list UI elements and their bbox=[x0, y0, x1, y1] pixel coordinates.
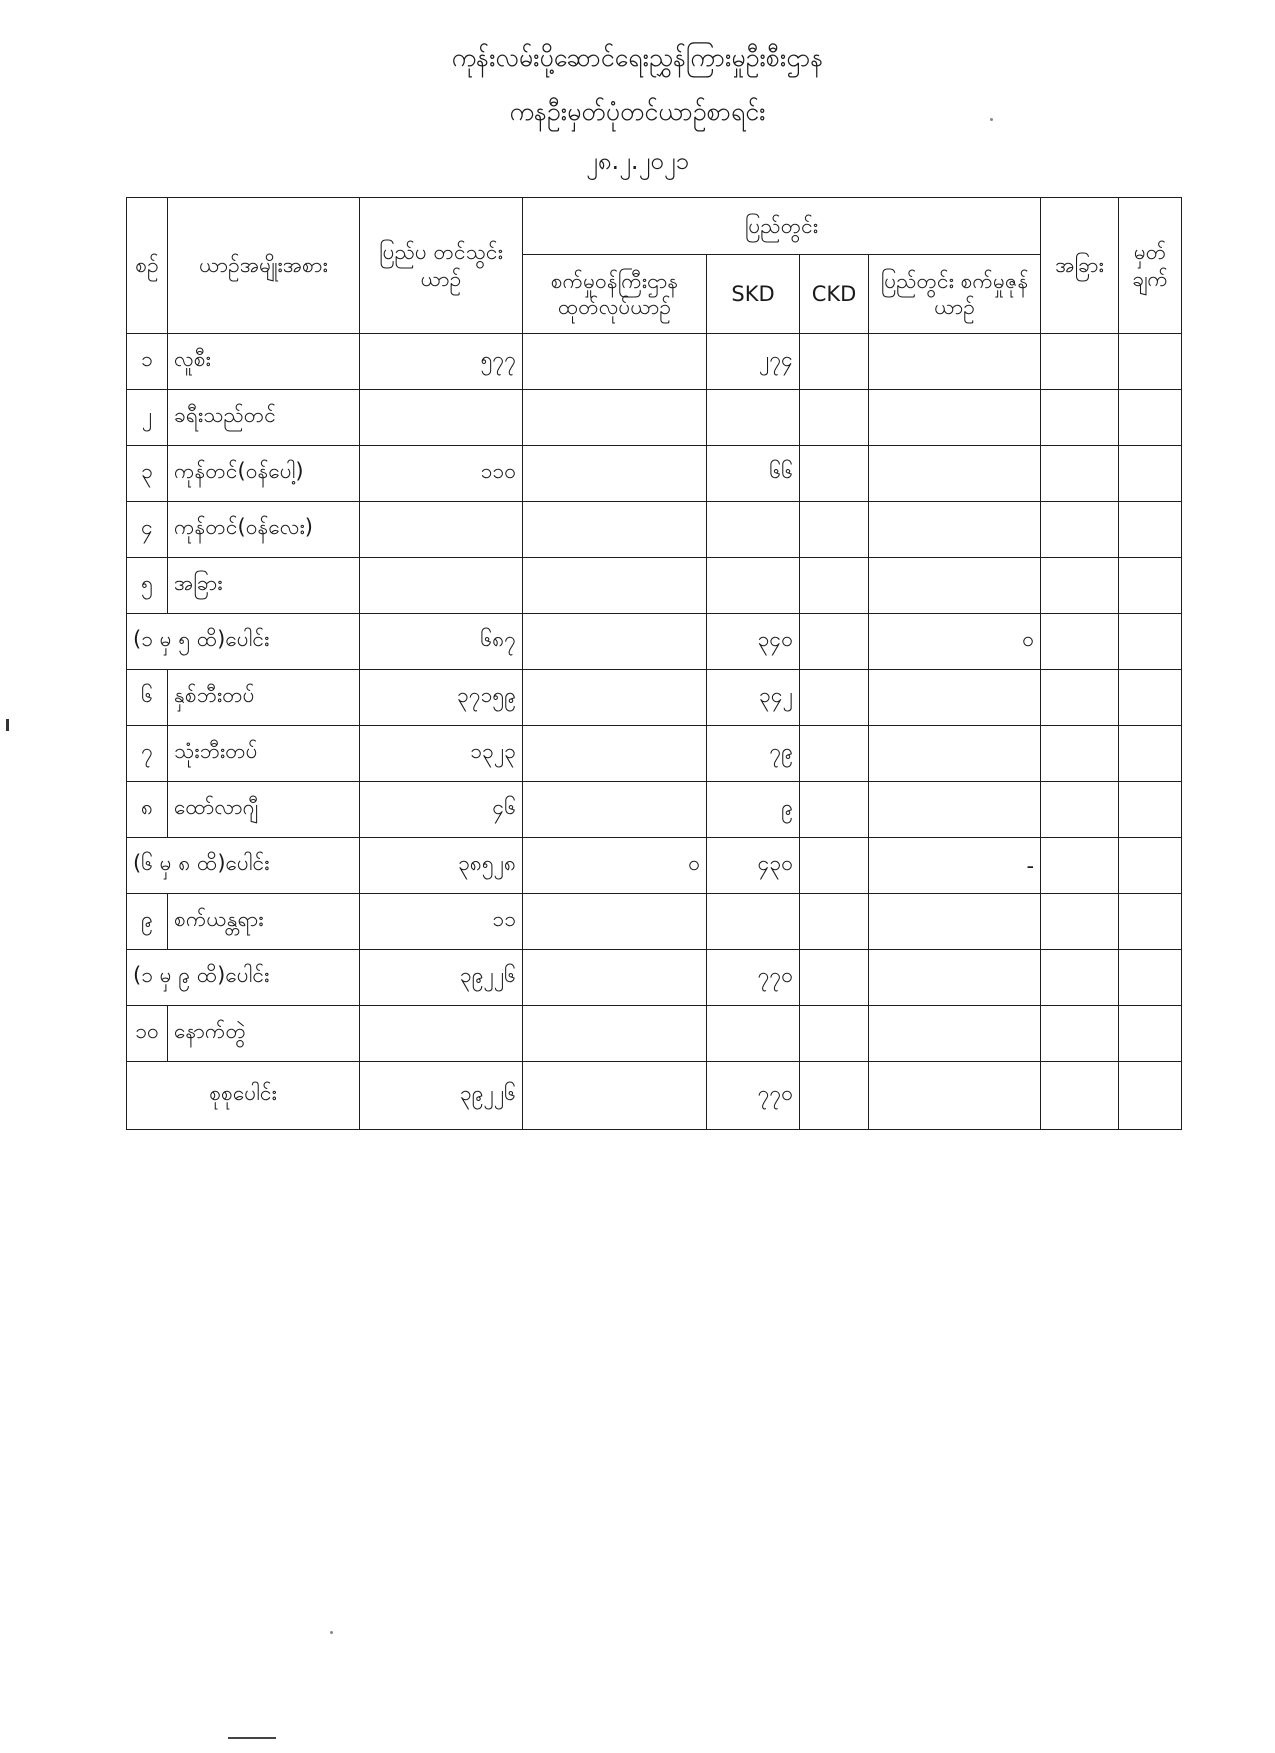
scan-speck bbox=[330, 1631, 333, 1634]
total-imported-cell: ၃၉၂၂၆ bbox=[360, 1062, 523, 1130]
skd-cell bbox=[707, 1006, 800, 1062]
industry-ministry-cell bbox=[523, 670, 707, 726]
ministry-department-title: ကုန်းလမ်းပို့ဆောင်ရေးညွှန်ကြားမှုဦးစီးဌာန bbox=[451, 43, 824, 72]
serial-number-cell: ၆ bbox=[127, 670, 168, 726]
imported-cell bbox=[360, 1006, 523, 1062]
imported-cell: ၆၈၇ bbox=[360, 614, 523, 670]
skd-cell bbox=[707, 558, 800, 614]
table-row bbox=[127, 502, 1182, 558]
header-skd: SKD bbox=[707, 255, 800, 334]
remarks-cell bbox=[1119, 950, 1182, 1006]
total-ckd-cell bbox=[800, 1062, 869, 1130]
imported-cell bbox=[360, 390, 523, 446]
table-row bbox=[127, 670, 1182, 726]
local-factory-cell bbox=[869, 782, 1041, 838]
table-row bbox=[127, 390, 1182, 446]
industry-ministry-cell bbox=[523, 726, 707, 782]
serial-number-cell: ၈ bbox=[127, 782, 168, 838]
ckd-cell bbox=[800, 670, 869, 726]
vehicle-type-cell: ကုန်တင်(ဝန်လေး) bbox=[168, 502, 360, 558]
ckd-cell bbox=[800, 1006, 869, 1062]
other-cell bbox=[1041, 558, 1119, 614]
header-local-factory: ပြည်တွင်း စက်မှုဇုန်ယာဉ် bbox=[869, 255, 1041, 334]
table-body bbox=[127, 334, 1182, 1130]
header-ckd: CKD bbox=[800, 255, 869, 334]
skd-cell: ၉ bbox=[707, 782, 800, 838]
table-row bbox=[127, 726, 1182, 782]
total-label: စုစုပေါင်း bbox=[127, 1062, 360, 1130]
ckd-cell bbox=[800, 502, 869, 558]
total-industry-ministry-cell bbox=[523, 1062, 707, 1130]
vehicle-type-cell: နှစ်ဘီးတပ် bbox=[168, 670, 360, 726]
skd-cell: ၇၉ bbox=[707, 726, 800, 782]
industry-ministry-cell bbox=[523, 502, 707, 558]
ckd-cell bbox=[800, 782, 869, 838]
other-cell bbox=[1041, 1006, 1119, 1062]
local-factory-cell bbox=[869, 334, 1041, 390]
ckd-cell bbox=[800, 558, 869, 614]
other-cell bbox=[1041, 502, 1119, 558]
skd-cell: ၇၇၀ bbox=[707, 950, 800, 1006]
local-factory-cell bbox=[869, 950, 1041, 1006]
remarks-cell bbox=[1119, 670, 1182, 726]
industry-ministry-cell: ၀ bbox=[523, 838, 707, 894]
scan-speck bbox=[990, 118, 993, 121]
remarks-cell bbox=[1119, 446, 1182, 502]
table-row bbox=[127, 838, 1182, 894]
remarks-cell bbox=[1119, 894, 1182, 950]
local-factory-cell bbox=[869, 390, 1041, 446]
other-cell bbox=[1041, 894, 1119, 950]
other-cell bbox=[1041, 838, 1119, 894]
header-serial-number: စဉ် bbox=[127, 198, 168, 334]
serial-number-cell: ၇ bbox=[127, 726, 168, 782]
skd-cell bbox=[707, 390, 800, 446]
table-row bbox=[127, 894, 1182, 950]
industry-ministry-cell bbox=[523, 950, 707, 1006]
table-row bbox=[127, 334, 1182, 390]
imported-cell: ၁၃၂၃ bbox=[360, 726, 523, 782]
local-factory-cell bbox=[869, 726, 1041, 782]
subtotal-label: (၁ မှ ၅ ထိ)ပေါင်း bbox=[127, 614, 360, 670]
subtotal-label: (၁ မှ ၉ ထိ)ပေါင်း bbox=[127, 950, 360, 1006]
vehicle-type-cell: စက်ယန္တရား bbox=[168, 894, 360, 950]
remarks-cell bbox=[1119, 558, 1182, 614]
skd-cell: ၃၄၂ bbox=[707, 670, 800, 726]
total-row bbox=[127, 1062, 1182, 1130]
subtotal-label: (၆ မှ ၈ ထိ)ပေါင်း bbox=[127, 838, 360, 894]
imported-cell: ၄၆ bbox=[360, 782, 523, 838]
skd-cell: ၃၄၀ bbox=[707, 614, 800, 670]
other-cell bbox=[1041, 782, 1119, 838]
scan-mark bbox=[228, 1737, 276, 1739]
ckd-cell bbox=[800, 614, 869, 670]
vehicle-registration-table bbox=[126, 197, 1182, 1130]
scan-mark bbox=[6, 719, 9, 731]
ckd-cell bbox=[800, 950, 869, 1006]
industry-ministry-cell bbox=[523, 390, 707, 446]
imported-cell: ၅၇၇ bbox=[360, 334, 523, 390]
imported-cell bbox=[360, 558, 523, 614]
industry-ministry-cell bbox=[523, 1006, 707, 1062]
industry-ministry-cell bbox=[523, 894, 707, 950]
remarks-cell bbox=[1119, 390, 1182, 446]
remarks-cell bbox=[1119, 726, 1182, 782]
local-factory-cell: - bbox=[869, 838, 1041, 894]
ckd-cell bbox=[800, 726, 869, 782]
local-factory-cell: ၀ bbox=[869, 614, 1041, 670]
total-local-factory-cell bbox=[869, 1062, 1041, 1130]
ckd-cell bbox=[800, 446, 869, 502]
local-factory-cell bbox=[869, 502, 1041, 558]
imported-cell: ၁၁၀ bbox=[360, 446, 523, 502]
document-date: ၂၈.၂.၂၀၂၁ bbox=[585, 147, 690, 175]
skd-cell bbox=[707, 502, 800, 558]
vehicle-type-cell: သုံးဘီးတပ် bbox=[168, 726, 360, 782]
remarks-cell bbox=[1119, 782, 1182, 838]
industry-ministry-cell bbox=[523, 334, 707, 390]
table-row bbox=[127, 1006, 1182, 1062]
header-imported: ပြည်ပ တင်သွင်းယာဉ် bbox=[360, 198, 523, 334]
imported-cell: ၃၈၅၂၈ bbox=[360, 838, 523, 894]
skd-cell: ၄၃၀ bbox=[707, 838, 800, 894]
header-other: အခြား bbox=[1041, 198, 1119, 334]
serial-number-cell: ၄ bbox=[127, 502, 168, 558]
remarks-cell bbox=[1119, 838, 1182, 894]
remarks-cell bbox=[1119, 502, 1182, 558]
other-cell bbox=[1041, 950, 1119, 1006]
industry-ministry-cell bbox=[523, 614, 707, 670]
vehicle-type-cell: နောက်တွဲ bbox=[168, 1006, 360, 1062]
total-remarks-cell bbox=[1119, 1062, 1182, 1130]
vehicle-type-cell: ကုန်တင်(ဝန်ပေါ့) bbox=[168, 446, 360, 502]
ckd-cell bbox=[800, 334, 869, 390]
ckd-cell bbox=[800, 894, 869, 950]
industry-ministry-cell bbox=[523, 446, 707, 502]
other-cell bbox=[1041, 334, 1119, 390]
table-row bbox=[127, 446, 1182, 502]
other-cell bbox=[1041, 726, 1119, 782]
vehicle-type-cell: အခြား bbox=[168, 558, 360, 614]
total-other-cell bbox=[1041, 1062, 1119, 1130]
remarks-cell bbox=[1119, 1006, 1182, 1062]
header-industry-ministry: စက်မှုဝန်ကြီးဌာန ထုတ်လုပ်ယာဉ် bbox=[523, 255, 707, 334]
industry-ministry-cell bbox=[523, 558, 707, 614]
header-domestic-group: ပြည်တွင်း bbox=[523, 198, 1041, 255]
serial-number-cell: ၉ bbox=[127, 894, 168, 950]
document-title: ကနဦးမှတ်ပုံတင်ယာဉ်စာရင်း bbox=[509, 97, 766, 126]
local-factory-cell bbox=[869, 894, 1041, 950]
imported-cell bbox=[360, 502, 523, 558]
skd-cell: ၆၆ bbox=[707, 446, 800, 502]
serial-number-cell: ၃ bbox=[127, 446, 168, 502]
vehicle-type-cell: ထော်လာဂျီ bbox=[168, 782, 360, 838]
vehicle-type-cell: လူစီး bbox=[168, 334, 360, 390]
local-factory-cell bbox=[869, 670, 1041, 726]
other-cell bbox=[1041, 446, 1119, 502]
table-row bbox=[127, 614, 1182, 670]
remarks-cell bbox=[1119, 614, 1182, 670]
ckd-cell bbox=[800, 838, 869, 894]
local-factory-cell bbox=[869, 1006, 1041, 1062]
other-cell bbox=[1041, 670, 1119, 726]
table-row bbox=[127, 558, 1182, 614]
imported-cell: ၃၉၂၂၆ bbox=[360, 950, 523, 1006]
imported-cell: ၁၁ bbox=[360, 894, 523, 950]
total-skd-cell: ၇၇၀ bbox=[707, 1062, 800, 1130]
skd-cell bbox=[707, 894, 800, 950]
serial-number-cell: ၁၀ bbox=[127, 1006, 168, 1062]
header-vehicle-type: ယာဉ်အမျိုးအစား bbox=[168, 198, 360, 334]
local-factory-cell bbox=[869, 446, 1041, 502]
local-factory-cell bbox=[869, 558, 1041, 614]
serial-number-cell: ၅ bbox=[127, 558, 168, 614]
remarks-cell bbox=[1119, 334, 1182, 390]
serial-number-cell: ၁ bbox=[127, 334, 168, 390]
ckd-cell bbox=[800, 390, 869, 446]
vehicle-type-cell: ခရီးသည်တင် bbox=[168, 390, 360, 446]
serial-number-cell: ၂ bbox=[127, 390, 168, 446]
imported-cell: ၃၇၁၅၉ bbox=[360, 670, 523, 726]
industry-ministry-cell bbox=[523, 782, 707, 838]
skd-cell: ၂၇၄ bbox=[707, 334, 800, 390]
header-remarks: မှတ် ချက် bbox=[1119, 198, 1182, 334]
table-row bbox=[127, 782, 1182, 838]
table-row bbox=[127, 950, 1182, 1006]
other-cell bbox=[1041, 390, 1119, 446]
other-cell bbox=[1041, 614, 1119, 670]
